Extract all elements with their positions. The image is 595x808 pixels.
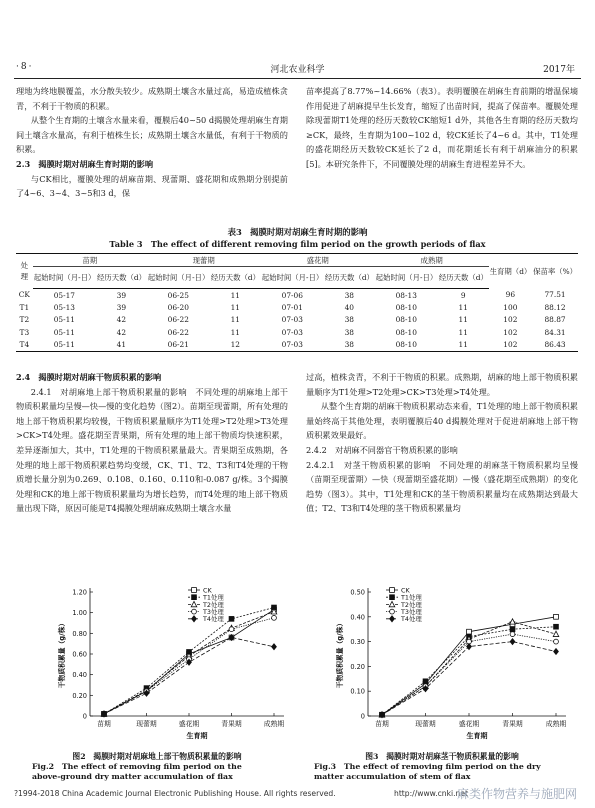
paragraph: 从整个生育期的胡麻干物质积累动态来看，T1处理的地上部干物质积累量始终高于其他处理，表明覆膜后40 d揭膜处理对于促进胡麻地上部干物质积累效果最好。 <box>306 401 578 441</box>
treatment-cell: CK <box>18 290 30 300</box>
y-tick-label: 0.40 <box>350 613 365 622</box>
data-point <box>554 624 559 629</box>
table-cell: 39 <box>116 302 127 312</box>
y-tick-label: 0 <box>82 712 87 721</box>
legend-marker <box>390 616 395 622</box>
legend-marker <box>192 616 197 622</box>
table-row <box>16 339 578 352</box>
y-tick-label: 1.00 <box>72 609 87 618</box>
legend-label: T1处理 <box>203 593 224 602</box>
figure-3-caption-en: Fig.3 The effect of removing film period on the dry <box>314 762 541 771</box>
legend-marker <box>389 601 395 606</box>
table-cell: 11 <box>438 339 489 352</box>
figure-3-caption <box>304 752 580 782</box>
x-tick-label: 现蕾期 <box>415 720 436 728</box>
legend-marker <box>192 609 197 614</box>
table-cell: 100 <box>503 302 518 312</box>
legend-label: T3处理 <box>203 608 224 616</box>
legend-marker <box>390 588 395 593</box>
section-heading: 2.3 揭膜时期对胡麻生育时期的影响 <box>16 158 154 169</box>
table-cell: 05-11 <box>53 327 75 337</box>
treatment-header: 处理 <box>16 254 33 289</box>
table-caption-cn: 表3 揭膜时期对胡麻生育时期的影响 <box>227 227 368 237</box>
page-number: ·8· <box>16 62 34 72</box>
x-tick-label: 盛花期 <box>458 720 480 728</box>
table-cell: 102 <box>503 327 518 337</box>
paragraph: 2.4.1 对胡麻地上部干物质积累量的影响 不同处理的胡麻地上部干物质积累量均呈慢—快—慢的变化趋势（图2）。苗期至现蕾期，所有处理的地上部干物质积累均较慢，干物质积累量顺序为T1处理>T2处理>T3处理>CK>T4处理。盛花期至青果期，所有处理的地上部干物质均快速积累，差异逐渐加大，其中，T1处理的干物质积累量最大。青果期至成熟期，各处理的地上部干物质积累趋势均变缓，CK、T1、T2、T3和T4处理的干物质增长量分别为0.269、0.108、0.160、0.110和-0.087 g/株。3个揭膜处理和CK的地上部干物质积累量均为增长趋势，而T4处理的地上部干物质量出现下降，原因可能是T4揭膜处理胡麻成熟期土壤含水量 <box>16 386 288 514</box>
legend-label: CK <box>401 586 410 595</box>
series-line <box>104 637 274 713</box>
table-cell: 06-20 <box>167 302 189 312</box>
y-tick-label: 1.20 <box>72 588 87 597</box>
x-tick-label: 青果期 <box>502 720 523 728</box>
x-tick-label: 盛花期 <box>178 720 200 728</box>
table-body <box>16 289 578 352</box>
table-cell: 9 <box>460 290 466 300</box>
table-cell: 38 <box>324 339 375 352</box>
x-tick-label: 成熟期 <box>545 720 567 728</box>
series-line <box>382 642 556 715</box>
table-cell: 11 <box>458 302 468 312</box>
y-tick-label: 0.60 <box>72 650 87 659</box>
table-cell: 07-01 <box>281 302 303 312</box>
paragraph: 苗率提高了8.77%~14.66%（表3）。表明覆膜在胡麻生育前期的增温保墒作用促进了胡麻提早生长发育，缩短了出苗时间，提高了保苗率。覆膜处理除现蕾期T1处理的经历天数较CK缩短1 d外，其他各生育期的经历天数均≥CK，最终，生育期为100~102 d，较CK延长了4~6 d。其中，T1处理的盛花期经历天数较CK延长了2 d，而花期延长有利于胡麻油分的积累[5]。本研究条件下，不同覆膜处理的胡麻生育进程差异不大。 <box>306 86 578 169</box>
treatment-cell: T4 <box>16 339 33 352</box>
table-cell: 42 <box>116 327 127 337</box>
table-cell: 11 <box>458 327 468 337</box>
start-time-header: 起始时间（月-日） <box>261 267 324 289</box>
table-cell: 38 <box>344 290 354 300</box>
paragraph: 理地为终地膜覆盖，水分散失较少。成熟期土壤含水量过高，易造成植株贪青，不利于干物质的积累。 <box>16 86 288 111</box>
days-header: 经历天数（d） <box>438 267 489 289</box>
header-rule <box>14 78 581 79</box>
table-cell: 86.43 <box>532 339 578 352</box>
table-cell: 05-17 <box>53 290 75 300</box>
y-tick-label: 0.50 <box>350 588 365 597</box>
table-cell: 11 <box>230 327 240 337</box>
table-cell: 39 <box>116 290 127 300</box>
data-point <box>229 616 234 621</box>
journal-name: 河北农业科学 <box>270 65 325 75</box>
table-cell: 102 <box>489 339 532 352</box>
table-row <box>16 314 578 327</box>
growth-period-table <box>16 253 578 352</box>
x-tick-label: 青果期 <box>221 720 242 728</box>
table-caption-en: Table 3 The effect of different removing film period on the growth periods of flax <box>109 239 486 249</box>
table-cell: 38 <box>344 327 354 337</box>
data-point <box>272 644 277 650</box>
x-tick-label: 苗期 <box>375 720 389 728</box>
y-tick-label: 0 <box>360 712 365 721</box>
figure-2-chart <box>38 580 290 748</box>
figure-3 <box>320 580 572 748</box>
start-time-header: 起始时间（月-日） <box>147 267 210 289</box>
table-cell: 96 <box>505 290 516 300</box>
figure-2 <box>38 580 290 748</box>
treatment-cell: T3 <box>19 327 30 337</box>
figure-3-chart <box>320 580 572 748</box>
section-heading: 2.4 揭膜时期对胡麻干物质积累的影响 <box>16 372 162 382</box>
table-cell: 07-03 <box>281 327 303 337</box>
data-point <box>554 639 559 644</box>
figure-2-caption-en: above-ground dry matter accumulation of flax <box>32 772 233 781</box>
stage-header: 现蕾期 <box>147 254 261 267</box>
days-header: 经历天数（d） <box>210 267 261 289</box>
table-cell: 06-22 <box>167 327 189 337</box>
table-cell: 08-10 <box>395 302 417 312</box>
x-tick-label: 现蕾期 <box>136 720 157 728</box>
table-cell: 41 <box>96 339 147 352</box>
y-tick-label: 0.30 <box>350 638 365 647</box>
data-point <box>272 615 277 620</box>
table-cell: 42 <box>116 315 127 325</box>
survival-rate-header: 保苗率（%） <box>532 254 578 289</box>
legend-label: T2处理 <box>203 600 224 609</box>
legend-label: T4处理 <box>203 615 224 624</box>
data-point <box>554 649 559 655</box>
right-column-bottom <box>306 370 578 516</box>
table-cell: 06-22 <box>167 315 189 325</box>
stage-header: 盛花期 <box>261 254 375 267</box>
table-cell: 08-10 <box>395 327 417 337</box>
table-cell: 08-13 <box>395 290 417 300</box>
table-cell: 05-11 <box>33 339 96 352</box>
x-axis-label: 生育期 <box>466 732 488 740</box>
source-url: http://www.cnki.net <box>394 789 468 798</box>
stage-header: 成熟期 <box>375 254 489 267</box>
start-time-header: 起始时间（月-日） <box>375 267 438 289</box>
copyright-notice: ?1994-2018 China Academic Journal Electronic Publishing House. All rights reserved. <box>14 789 336 798</box>
paragraph: 与CK相比，覆膜处理的胡麻苗期、现蕾期、盛花期和成熟期分别提前了4~6、3~4、3~5和3 d，保 <box>16 173 288 199</box>
table-cell: 06-21 <box>147 339 210 352</box>
legend-label: T1处理 <box>401 593 422 602</box>
subsection-heading: 2.4.2 对胡麻不同器官干物质积累的影响 <box>306 444 458 455</box>
growth-period-header: 生育期（d） <box>489 254 532 289</box>
table-cell: 84.31 <box>544 327 566 337</box>
y-tick-label: 0.20 <box>350 662 365 671</box>
table-cell: 40 <box>344 302 354 312</box>
table-cell: 102 <box>503 315 518 325</box>
treatment-cell: T1 <box>19 302 30 312</box>
paragraph: 2.4.2.1 对茎干物质积累的影响 不同处理的胡麻茎干物质积累均呈慢（苗期至现蕾期）—快（现蕾期至盛花期）—慢（盛花期至成熟期）的变化趋势（图3）。其中，T1处理和CK的茎干物质积累量均在成熟期达到最大值；T2、T3和T4处理的茎干物质积累量均 <box>306 459 578 514</box>
start-time-header: 起始时间（月-日） <box>33 267 96 289</box>
x-axis-label: 生育期 <box>186 732 208 740</box>
left-column-bottom <box>16 370 288 516</box>
legend-marker <box>192 588 197 593</box>
table-cell: 07-03 <box>261 339 324 352</box>
table-cell: 11 <box>230 302 240 312</box>
journal-year: 2017年 <box>543 65 575 75</box>
data-point <box>510 639 515 645</box>
running-head <box>14 62 581 76</box>
x-tick-label: 成熟期 <box>263 720 285 728</box>
legend-label: T4处理 <box>401 615 422 624</box>
data-point <box>510 632 515 637</box>
table-cell: 11 <box>230 290 240 300</box>
legend-label: T2处理 <box>401 600 422 609</box>
x-tick-label: 苗期 <box>97 720 111 728</box>
figure-3-caption-en: matter accumulation of stem of flax <box>314 772 471 781</box>
table-cell: 77.51 <box>544 290 566 300</box>
table-cell: 11 <box>458 315 468 325</box>
paragraph: 从整个生育期的土壤含水量来看，覆膜后40~50 d揭膜处理胡麻生育期间土壤含水量高，有利于植株生长；成熟期土壤含水量低，有利于干物质的积累。 <box>16 115 288 155</box>
table-cell: 05-13 <box>53 302 75 312</box>
y-tick-label: 0.80 <box>72 629 87 638</box>
figure-3-caption-cn: 图3 揭膜时期对胡麻茎干物质积累量的影响 <box>365 752 519 761</box>
table-cell: 12 <box>210 339 261 352</box>
days-header: 经历天数（d） <box>96 267 147 289</box>
table-cell: 08-10 <box>395 315 417 325</box>
legend-label: CK <box>203 586 212 595</box>
legend-label: T3处理 <box>401 608 422 616</box>
treatment-cell: T2 <box>19 315 30 325</box>
y-tick-label: 0.10 <box>350 687 365 696</box>
paragraph: 过高，植株贪青，不利于干物质的积累。成熟期，胡麻的地上部干物质积累量顺序为T1处理>T2处理>CK>T3处理>T4处理。 <box>306 372 578 397</box>
table-cell: 08-10 <box>375 339 438 352</box>
left-column-top <box>16 84 288 201</box>
table-cell: 38 <box>344 315 354 325</box>
y-axis-label: 干物质积累量（g/株） <box>58 619 66 689</box>
y-tick-label: 0.40 <box>72 671 87 680</box>
legend-marker <box>192 595 197 600</box>
table-row <box>16 326 578 339</box>
table-row <box>16 289 578 302</box>
legend-marker <box>390 609 395 614</box>
table-cell: 88.87 <box>544 315 566 325</box>
legend-marker <box>390 595 395 600</box>
table-cell: 11 <box>230 315 240 325</box>
table-cell: 06-25 <box>167 290 189 300</box>
figure-2-caption <box>22 752 292 782</box>
table-cell: 07-03 <box>281 315 303 325</box>
data-point <box>554 614 559 619</box>
data-point <box>553 631 559 636</box>
y-axis-label: 干物质积累量（g/株） <box>336 619 344 689</box>
right-column-top <box>306 84 578 172</box>
table-cell: 07-06 <box>281 290 303 300</box>
table-cell: 05-11 <box>53 315 75 325</box>
days-header: 经历天数（d） <box>324 267 375 289</box>
data-point <box>467 629 472 634</box>
figure-2-caption-cn: 图2 揭膜时期对胡麻地上部干物质积累量的影响 <box>72 752 242 761</box>
figure-2-caption-en: Fig.2 The effect of removing film period on the <box>32 762 242 771</box>
watermark: 麻类作物营养与施肥网 <box>456 787 577 801</box>
data-point <box>229 627 234 632</box>
legend-marker <box>191 601 197 606</box>
data-point <box>510 627 515 632</box>
stage-header: 苗期 <box>33 254 147 267</box>
table-row <box>16 301 578 314</box>
table-cell: 88.12 <box>544 302 566 312</box>
y-tick-label: 0.20 <box>72 691 87 700</box>
